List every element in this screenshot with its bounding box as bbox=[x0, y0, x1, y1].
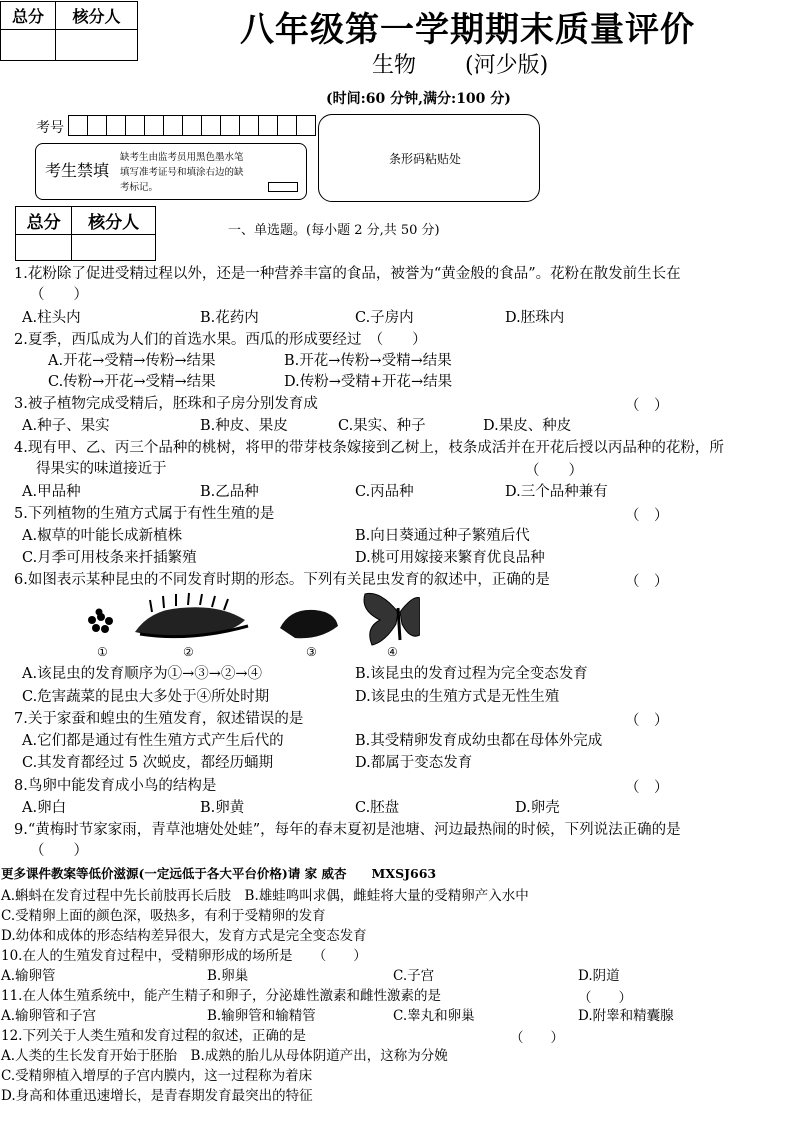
barcode-area bbox=[318, 114, 540, 202]
question-4-stem-cont: 得果实的味道接近于 bbox=[36, 461, 167, 477]
q4-option-c[interactable]: C.丙品种 bbox=[355, 484, 414, 500]
q5-option-d[interactable]: D.桃可用嫁接来繁育优良品种 bbox=[355, 550, 545, 566]
q11-option-c[interactable]: C.睾丸和卵巢 bbox=[393, 1008, 475, 1024]
q5-option-a[interactable]: A.椒草的叶能长成新植株 bbox=[22, 528, 183, 544]
q10-option-c[interactable]: C.子宫 bbox=[393, 968, 435, 984]
q7-option-c[interactable]: C.其发育都经过 5 次蜕皮，都经历蛹期 bbox=[22, 755, 274, 771]
q7-option-a[interactable]: A.它们都是通过有性生殖方式产生后代的 bbox=[22, 733, 284, 749]
adult-butterfly-icon bbox=[364, 593, 420, 645]
q11-option-d[interactable]: D.附睾和精囊腺 bbox=[578, 1008, 674, 1024]
notice-line-1: 缺考生由监考员用黑色墨水笔 bbox=[120, 152, 244, 163]
section-checker-header: 核分人 bbox=[72, 207, 156, 235]
question-8-answer-mark: （ ） bbox=[625, 780, 669, 796]
q3-option-a[interactable]: A.种子、果实 bbox=[22, 418, 110, 434]
question-9-stem: 9.“黄梅时节家家雨，青草池塘处处蛙”，每年的春末夏初是池塘、河边最热闹的时候，下列说法正确的是 bbox=[14, 822, 681, 838]
q9-option-d[interactable]: D.幼体和成体的形态结构差异很大，发育方式是完全变态发育 bbox=[1, 928, 367, 944]
question-5-stem: 5.下列植物的生殖方式属于有性生殖的是 bbox=[14, 506, 275, 522]
q10-option-d[interactable]: D.阴道 bbox=[578, 968, 620, 984]
q5-option-b[interactable]: B.向日葵通过种子繁殖后代 bbox=[355, 528, 530, 544]
q4-option-d[interactable]: D.三个品种兼有 bbox=[505, 484, 608, 500]
subject-label: 生物 bbox=[372, 53, 417, 78]
q8-option-b[interactable]: B.卵黄 bbox=[200, 800, 245, 816]
question-6-stem: 6.如图表示某种昆虫的不同发育时期的形态。下列有关昆虫发育的叙述中，正确的是 bbox=[14, 572, 550, 588]
question-11-answer-mark: （ ） bbox=[578, 990, 632, 1006]
notice-line-3: 考标记。 bbox=[120, 182, 159, 193]
q3-option-b[interactable]: B.种皮、果皮 bbox=[200, 418, 288, 434]
q5-option-c[interactable]: C.月季可用枝条来扦插繁殖 bbox=[22, 550, 197, 566]
q10-option-a[interactable]: A.输卵管 bbox=[1, 968, 56, 984]
q1-option-c[interactable]: C.子房内 bbox=[355, 310, 414, 326]
figure-label-2: ② bbox=[183, 645, 194, 659]
q2-option-a[interactable]: A.开花→受精→传粉→结果 bbox=[48, 353, 216, 369]
insect-stages-figure bbox=[80, 590, 420, 660]
q2-option-d[interactable]: D.传粉→受精+开花→结果 bbox=[284, 374, 453, 390]
question-3-answer-mark: （ ） bbox=[625, 398, 669, 414]
q8-option-a[interactable]: A.卵白 bbox=[22, 800, 67, 816]
q6-option-d[interactable]: D.该昆虫的生殖方式是无性生殖 bbox=[355, 689, 560, 705]
q1-option-d[interactable]: D.胚珠内 bbox=[505, 310, 565, 326]
score-checker-cell bbox=[56, 30, 138, 61]
section-total-header: 总分 bbox=[16, 207, 72, 235]
q7-option-b[interactable]: B.其受精卵发育成幼虫都在母体外完成 bbox=[355, 733, 603, 749]
time-info: (时间:60 分钟,满分:100 分) bbox=[326, 91, 511, 107]
score-total-header: 总分 bbox=[1, 2, 56, 30]
q9-option-c[interactable]: C.受精卵上面的颜色深，吸热多，有利于受精卵的发育 bbox=[1, 908, 326, 924]
section-score-table bbox=[15, 206, 156, 261]
question-4-stem: 4.现有甲、乙、丙三个品种的桃树，将甲的带芽枝条嫁接到乙树上，枝条成活并在开花后授以丙品种的花粉，所 bbox=[14, 440, 724, 456]
q2-option-b[interactable]: B.开花→传粉→受精→结果 bbox=[284, 353, 452, 369]
q8-option-d[interactable]: D.卵壳 bbox=[515, 800, 560, 816]
section-heading: 一、单选题。(每小题 2 分,共 50 分) bbox=[228, 223, 440, 238]
q3-option-c[interactable]: C.果实、种子 bbox=[338, 418, 426, 434]
question-5-answer-mark: （ ） bbox=[625, 508, 669, 524]
question-8-stem: 8.鸟卵中能发育成小鸟的结构是 bbox=[14, 778, 217, 794]
score-checker-header: 核分人 bbox=[56, 2, 138, 30]
section-total-cell bbox=[16, 235, 72, 261]
section-checker-cell bbox=[72, 235, 156, 261]
notice-line-2: 填写准考证号和填涂右边的缺 bbox=[120, 167, 244, 178]
q6-option-c[interactable]: C.危害蔬菜的昆虫大多处于④所处时期 bbox=[22, 689, 270, 705]
id-input-boxes[interactable] bbox=[69, 115, 316, 136]
question-10-stem: 10.在人的生殖发育过程中，受精卵形成的场所是 （ ） bbox=[1, 948, 367, 964]
page-title: 八年级第一学期期末质量评价 bbox=[240, 10, 695, 50]
q6-option-b[interactable]: B.该昆虫的发育过程为完全变态发育 bbox=[355, 666, 588, 682]
question-4-answer-mark: （ ） bbox=[525, 463, 583, 479]
q1-option-a[interactable]: A.柱头内 bbox=[22, 310, 81, 326]
top-score-table bbox=[0, 1, 138, 61]
figure-label-1: ① bbox=[97, 645, 108, 659]
larva-stage-icon bbox=[135, 593, 248, 637]
question-1-answer-mark: （ ） bbox=[30, 287, 88, 303]
question-12-stem: 12.下列关于人类生殖和发育过程的叙述，正确的是 bbox=[1, 1028, 306, 1044]
question-6-answer-mark: （ ） bbox=[625, 574, 669, 590]
question-3-stem: 3.被子植物完成受精后，胚珠和子房分别发育成 bbox=[14, 396, 318, 412]
q3-option-d[interactable]: D.果皮、种皮 bbox=[483, 418, 572, 434]
q1-option-b[interactable]: B.花药内 bbox=[200, 310, 259, 326]
q10-option-b[interactable]: B.卵巢 bbox=[207, 968, 249, 984]
absent-mark-box[interactable] bbox=[268, 182, 298, 192]
candidate-notice-box bbox=[35, 143, 307, 200]
barcode-label: 条形码粘贴处 bbox=[389, 152, 462, 166]
question-1-stem: 1.花粉除了促进受精过程以外，还是一种营养丰富的食品，被誉为“黄金般的食品”。花粉在散发前生长在 bbox=[14, 266, 681, 282]
egg-stage-icon bbox=[88, 609, 113, 634]
q12-option-ab[interactable]: A.人类的生长发育开始于胚胎 B.成熟的胎儿从母体阴道产出，这称为分娩 bbox=[1, 1048, 448, 1064]
question-7-stem: 7.关于家蚕和蝗虫的生殖发育，叙述错误的是 bbox=[14, 711, 304, 727]
q11-option-b[interactable]: B.输卵管和输精管 bbox=[207, 1008, 316, 1024]
q4-option-a[interactable]: A.甲品种 bbox=[22, 484, 81, 500]
question-11-stem: 11.在人体生殖系统中，能产生精子和卵子，分泌雄性激素和雌性激素的是 bbox=[1, 988, 441, 1004]
q11-option-a[interactable]: A.输卵管和子宫 bbox=[1, 1008, 97, 1024]
q7-option-d[interactable]: D.都属于变态发育 bbox=[355, 755, 473, 771]
id-label: 考号 bbox=[36, 120, 64, 136]
q9-option-ab[interactable]: A.蝌蚪在发育过程中先长前肢再长后肢 B.雄蛙鸣叫求偶，雌蛙将大量的受精卵产入水中 bbox=[1, 888, 529, 904]
question-12-answer-mark: （ ） bbox=[510, 1030, 564, 1046]
question-7-answer-mark: （ ） bbox=[625, 713, 669, 729]
q8-option-c[interactable]: C.胚盘 bbox=[355, 800, 400, 816]
question-9-answer-mark: （ ） bbox=[30, 843, 88, 859]
q4-option-b[interactable]: B.乙品种 bbox=[200, 484, 259, 500]
question-2-stem: 2.夏季，西瓜成为人们的首选水果。西瓜的形成要经过 （ ） bbox=[14, 332, 427, 348]
figure-label-4: ④ bbox=[387, 645, 398, 659]
q12-option-d[interactable]: D.身高和体重迅速增长，是青春期发育最突出的特征 bbox=[1, 1088, 313, 1104]
ad-line: 更多课件教案等低价滋源(一定远低于各大平台价格)请 家 威杏 MXSJ663 bbox=[1, 866, 437, 881]
q12-option-c[interactable]: C.受精卵植入增厚的子宫内膜内，这一过程称为着床 bbox=[1, 1068, 313, 1084]
q2-option-c[interactable]: C.传粉→开花→受精→结果 bbox=[48, 374, 216, 390]
pupa-stage-icon bbox=[280, 610, 338, 638]
q6-option-a[interactable]: A.该昆虫的发育顺序为①→③→②→④ bbox=[22, 666, 263, 682]
notice-title: 考生禁填 bbox=[45, 161, 110, 180]
edition-label: (河少版) bbox=[465, 53, 549, 78]
score-total-cell bbox=[1, 30, 56, 61]
figure-label-3: ③ bbox=[306, 645, 317, 659]
